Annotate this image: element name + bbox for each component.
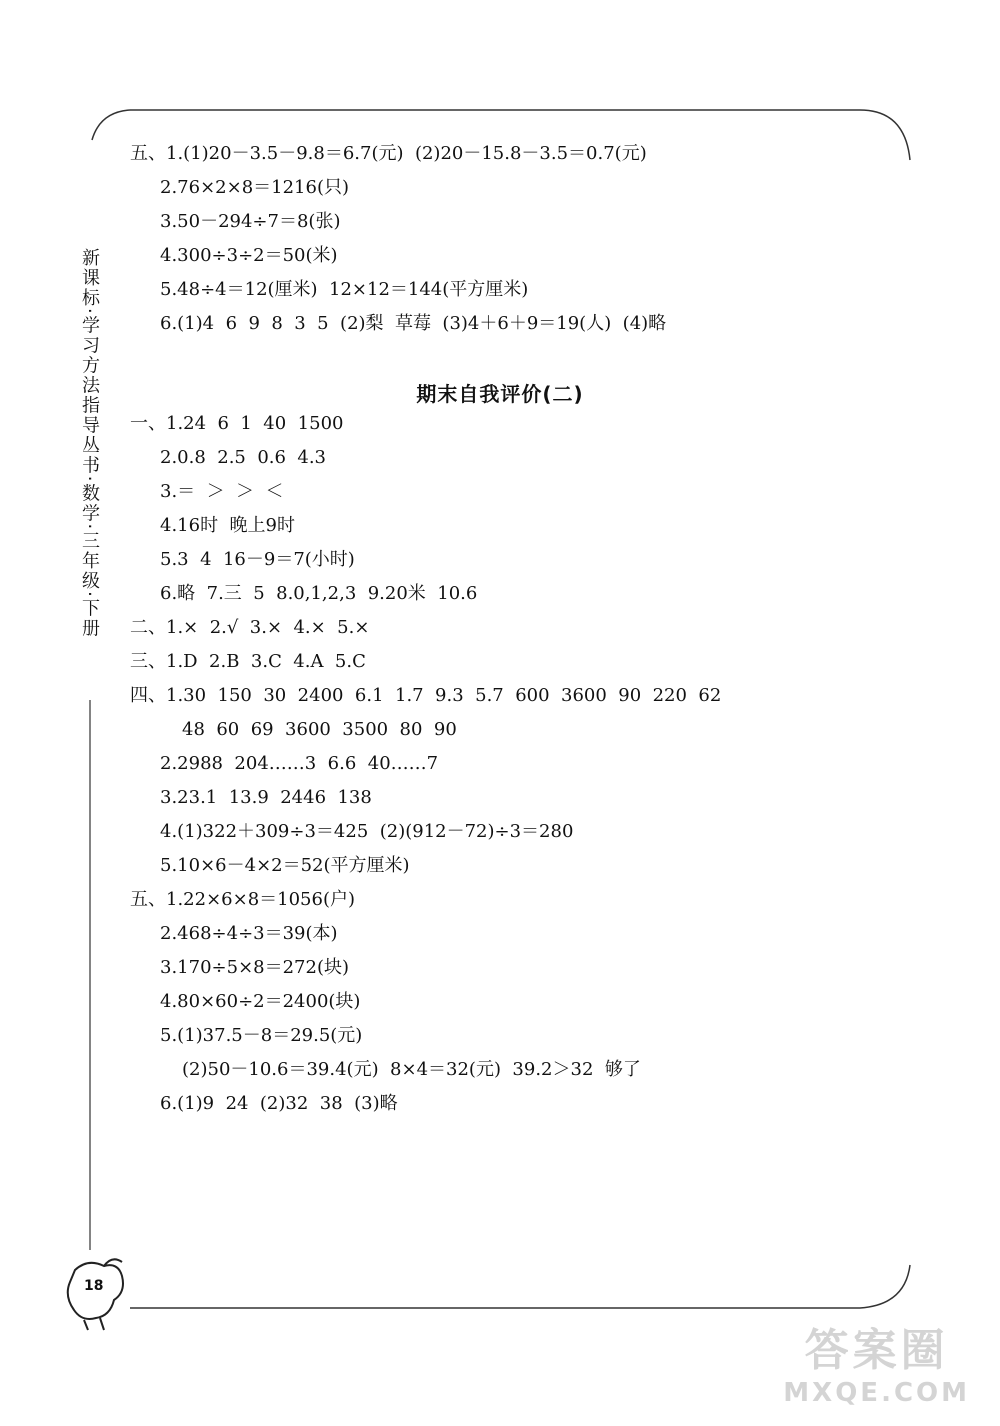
- answer-line: 5.48÷4＝12(厘米) 12×12＝144(平方厘米): [160, 279, 529, 300]
- page-title: 期末自我评价(二): [416, 382, 584, 406]
- answer-line: 3.23.1 13.9 2446 138: [160, 787, 372, 808]
- answer-line: 6.(1)4 6 9 8 3 5 (2)梨 草莓 (3)4＋6＋9＝19(人) (4)略: [160, 313, 667, 334]
- answer-line: 五、1.22×6×8＝1056(户): [130, 889, 355, 910]
- answer-line: 4.80×60÷2＝2400(块): [160, 991, 361, 1012]
- answer-line: 二、1.× 2.√ 3.× 4.× 5.×: [130, 617, 370, 638]
- answer-line: 五、1.(1)20－3.5－9.8＝6.7(元) (2)20－15.8－3.5＝0.7(元): [130, 143, 647, 164]
- answer-line: 6.略 7.三 5 8.0,1,2,3 9.20米 10.6: [160, 583, 478, 604]
- series-title-sidebar: 新课标·学习方法指导丛书·数学·三年级·下册: [79, 248, 100, 639]
- answer-line: 5.(1)37.5－8＝29.5(元): [160, 1025, 363, 1046]
- answer-line: 5.10×6－4×2＝52(平方厘米): [160, 855, 410, 876]
- answer-line: 四、1.30 150 30 2400 6.1 1.7 9.3 5.7 600 3600 90 220 62: [130, 685, 722, 706]
- answer-line: 3.50－294÷7＝8(张): [160, 211, 341, 232]
- answer-line: 6.(1)9 24 (2)32 38 (3)略: [160, 1093, 398, 1114]
- watermark: [783, 1314, 970, 1408]
- answer-line: 5.3 4 16－9＝7(小时): [160, 549, 355, 570]
- answer-line: (2)50－10.6＝39.4(元) 8×4＝32(元) 39.2＞32 够了: [182, 1059, 641, 1080]
- answer-line: 2.76×2×8＝1216(只): [160, 177, 349, 198]
- answer-line: 2.2988 204……3 6.6 40……7: [160, 753, 439, 774]
- answer-line: 3.170÷5×8＝272(块): [160, 957, 349, 978]
- answer-line: 3.＝ ＞ ＞ ＜: [160, 481, 284, 502]
- answer-line: 一、1.24 6 1 40 1500: [130, 413, 344, 434]
- page-number: 18: [84, 1278, 104, 1294]
- answer-line: 2.468÷4÷3＝39(本): [160, 923, 338, 944]
- answer-line: 2.0.8 2.5 0.6 4.3: [160, 447, 327, 468]
- watermark-cn: 答案圈: [804, 1325, 949, 1376]
- answer-line: 4.300÷3÷2＝50(米): [160, 245, 338, 266]
- watermark-en: MXQE.COM: [783, 1378, 970, 1408]
- mascot-icon: [68, 1259, 123, 1330]
- answer-line: 4.(1)322＋309÷3＝425 (2)(912－72)÷3＝280: [160, 821, 574, 842]
- answer-line: 4.16时 晚上9时: [160, 515, 295, 536]
- answer-line: 48 60 69 3600 3500 80 90: [182, 719, 457, 740]
- answer-line: 三、1.D 2.B 3.C 4.A 5.C: [130, 651, 366, 672]
